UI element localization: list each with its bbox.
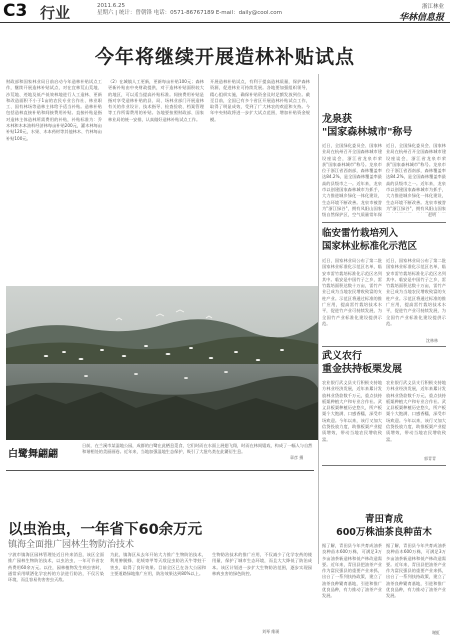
article-text-linan-cont: 近日，国家林业局公布了第二批国家林业标准化示范区名单，临安市雷竹栽培标准化示范区名列其中。临安是中国竹子之乡，雷竹栽培面积达数十万亩，雷竹产业已成为当地农民增收致富的支柱产业。示范区将通过标准的推广应用，提高雷竹栽培技术水平，促进竹产业可持续发展，为全国竹产业标准化建设提供示范。	[386, 258, 446, 326]
bottom-credit: 刘琴 维瑛	[262, 629, 280, 634]
article-text-longquan: 近日，全国绿化委员会、国家林业局在杭州召开全国森林城市建设座谈会，浙江省龙泉市荣获"国家森林城市"称号。龙泉市位于浙江省西南部，森林覆盖率达84.2%，是全国森林覆盖率最高的县级市之一。近年来，龙泉市以创建国家森林城市为抓手，大力推进城乡绿化一体化建设，生态环境不断改善。龙泉市被誉为"浙江绿谷"，拥有凤阳山国家级自然保护区，空气质量常年保	[322, 143, 382, 218]
article-credit-wuyi: 郭青青	[424, 456, 436, 461]
masthead	[0, 0, 450, 23]
article-text-wuyi-cont: 农业银行武义县支行积极支持地方林业经济发展，近年来累计发放林业贷款数千万元，重点扶持板栗种植大户和专业合作社。武义县板栗种植历史悠久，所产板栗个大饱满、口感香糯，深受市场欢迎。今年以来，该行又加大信贷投放力度，助推板栗产业提质增效，带动当地农民增收致富。	[386, 380, 446, 442]
section-name: 行业	[40, 4, 71, 22]
article-text-wuyi: 农业银行武义县支行积极支持地方林业经济发展，近年来累计发放林业贷款数千万元，重点扶持板栗种植大户和专业合作社。武义县板栗种植历史悠久，所产板栗个大饱满、口感香糯，深受市场欢迎。今年以来，该行又加大信贷投放力度，助推板栗产业提质增效，带动当地农民增收致富。	[322, 380, 382, 442]
article-divider	[322, 465, 446, 466]
article-title-wuyi: 武义农行 重金扶持板栗发展	[322, 351, 402, 375]
article-text-qingtian-cont: 据了解，青田县今年共育成油茶良种苗木600万株，可满足3万多亩油茶新造林和低产林改造需要。近年来，青田县把油茶产业作为富民强县的重要产业来抓，出台了一系列扶持政策，建立了油茶良种繁育基地，引进和推广优良品种，有力推动了油茶产业发展。	[386, 543, 446, 599]
section-rule	[6, 470, 314, 471]
article-credit-qingtian: 谢虹	[432, 630, 440, 635]
photo-title: 白鹭舞翩翩	[8, 449, 58, 460]
photo-caption: 日前，在兰溪市某湿地公园，成群的白鹭在此栖息觅食，它们时而在水面上展翅飞翔，时而在林间嬉戏，构成了一幅人与自然和谐相处的美丽画卷。近年来，当地加强湿地生态保护，吸引了大批鸟类在此繁衍生息。	[82, 443, 313, 455]
lead-column-3: 开展造林补贴试点，有利于提高造林质量，保护森林资源，促进林业可持续发展。各地要加强组织领导，精心组织实施，确保补贴资金及时足额发放到位。截至目前，全国已有多个省区开展造林补贴试点工作，取得了明显成效，受到了广大林农的欢迎和支持。今年中央财政将进一步扩大试点范围，增加补贴资金规模。	[210, 79, 310, 122]
article-text-linan: 近日，国家林业局公布了第二批国家林业标准化示范区名单，临安市雷竹栽培标准化示范区名列其中。临安是中国竹子之乡，雷竹栽培面积达数十万亩，雷竹产业已成为当地农民增收致富的支柱产业。示范区将通过标准的推广应用，提高雷竹栽培技术水平，促进竹产业可持续发展，为全国竹产业标准化建设提供示范。	[322, 258, 382, 326]
lead-column-2: （2）在城镇人工更新，更新每亩补贴100元；森林更新补贴由中央财政提供，对于造林补贴面积较大的地区，可以适当提高补贴标准。间接费用补贴是指对享受造林补贴的县、局、场林业部门开展造林有关的作业设计、技术指导、检查验收、档案管理等工作所需费用的补贴。各地要按照财政部、国家林业局的统一安排，认真做好造林补贴试点工作。	[108, 79, 204, 122]
photo-credit: 章彦 摄	[290, 455, 304, 460]
edition-contact: 星期六 | 统计：曾朝锋 电话：0571-86767189 E-mail：daily@cool.com	[97, 10, 283, 16]
article-title-longquan: 龙泉获 "国家森林城市"称号	[322, 114, 413, 138]
edition-date: 2011.6.25	[97, 3, 125, 9]
article-credit-longquan: 赵明	[428, 212, 436, 217]
lead-column-1: 财政部和国家林业局日前启动今年造林补贴试点工作，继续开展造林补贴试点，对在宜林荒山荒地、沙荒地、迹地及低产低效林地进行人工造林、更新和改造面积不小于1亩的农民专业合作社、林业职工、国有林场等造林主体给予适当补贴。造林补贴包括造林直接补贴和间接费用补贴。直接补贴是指对造林主体造林所需费用的补贴，补贴标准为：乔木林和木本油料经济林每亩补贴200元，灌木林每亩补贴120元，水果、木本药材等其他林木、竹林每亩补贴100元。	[6, 79, 102, 141]
bottom-column-2: 为此，镇海区从去年开始大力推广生物防治技术，利用肿腿蜂、花绒寄甲等天敌昆虫防治天牛等蛀干害虫，取得了良好效果。目前全区已在各大公园和主要道路绿地推广应用，防治效果达到80%以上。	[110, 552, 206, 576]
article-credit-linan: 沈林林	[426, 338, 438, 343]
brand-logo: 华林信息报	[398, 13, 444, 23]
article-divider	[322, 346, 446, 347]
page-number: C3	[3, 1, 28, 21]
article-text-longquan-cont: 近日，全国绿化委员会、国家林业局在杭州召开全国森林城市建设座谈会，浙江省龙泉市荣获"国家森林城市"称号。龙泉市位于浙江省西南部，森林覆盖率达84.2%，是全国森林覆盖率最高的县级市之一。近年来，龙泉市以创建国家森林城市为抓手，大力推进城乡绿化一体化建设，生态环境不断改善。龙泉市被誉为"浙江绿谷"，拥有凤阳山国家	[386, 143, 446, 211]
bottom-subheadline: 镇海全面推广园林生物防治技术	[8, 540, 135, 550]
egret-photo-image	[6, 286, 318, 440]
bottom-headline: 以虫治虫，一年省下60余万元	[8, 522, 203, 538]
article-text-qingtian: 据了解，青田县今年共育成油茶良种苗木600万株，可满足3万多亩油茶新造林和低产林改造需要。近年来，青田县把油茶产业作为富民强县的重要产业来抓，出台了一系列扶持政策，建立了油茶良种繁育基地，引进和推广优良品种，有力推动了油茶产业发展。	[322, 543, 382, 599]
article-divider	[322, 222, 446, 223]
newspaper-brand	[399, 2, 444, 23]
bottom-column-1: 宁波市镇海区园林管理处近日传来消息，该区全面推广园林生物防治技术，以虫治虫，一年可节省农药费用60余万元。以往，园林植物发生病虫害时，通常采用喷洒化学农药的方法进行防治，不仅污染环境，而且容易伤害害虫天敌。	[8, 552, 104, 583]
article-title-qingtian: 青田育成 600万株油茶良种苗木	[336, 514, 432, 538]
edition-meta	[97, 3, 282, 17]
article-title-linan: 临安雷竹栽培列入 国家林业标准化示范区	[322, 228, 418, 252]
column-divider	[318, 74, 319, 564]
egret-photo	[6, 286, 318, 440]
brand-small: 浙江林业	[421, 4, 444, 10]
lead-headline: 今年将继续开展造林补贴试点	[94, 46, 355, 68]
bottom-column-3: 生物防治技术的推广应用，不仅减少了化学农药的使用量，保护了城市生态环境，而且大大降低了防治成本。该区计划进一步扩大生物防治范围，逐步实现园林病虫害的绿色防控。	[212, 552, 312, 576]
